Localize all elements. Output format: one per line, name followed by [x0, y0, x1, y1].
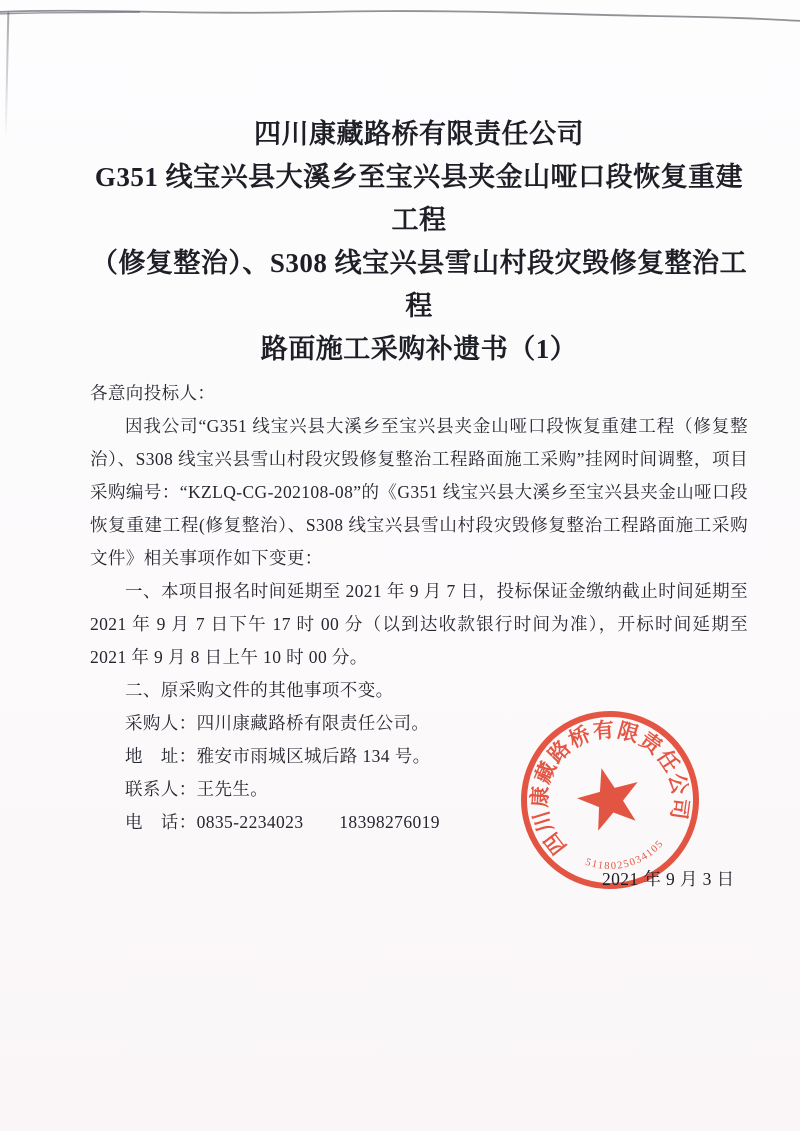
salutation: 各意向投标人：: [90, 383, 216, 403]
paragraph-item-two: 二、原采购文件的其他事项不变。: [125, 680, 394, 700]
paragraph-adjustment-notice: 因我公司“G351 线宝兴县大溪乡至宝兴县夹金山哑口段恢复重建工程（修复整治）、S308 线宝兴县雪山村段灾毁修复整治工程路面施工采购”挂网时间调整，项目采购编号：“KZLQ-CG-202108-08”的《G351 线宝兴县大溪乡至宝兴县夹金山哑口段恢复重建工程(修复整治）、S308 线宝兴县雪山村段灾毁修复整治工程路面施工采购文件》相关事项作如下变更：: [90, 416, 748, 568]
document-title: [90, 113, 748, 371]
title-line-company: 四川康藏路桥有限责任公司: [254, 119, 584, 149]
title-line-project-1: G351 线宝兴县大溪乡至宝兴县夹金山哑口段恢复重建工程: [94, 162, 744, 235]
title-line-project-2: （修复整治）、S308 线宝兴县雪山村段灾毁修复整治工程: [90, 248, 748, 321]
paragraph-item-one: 一、本项目报名时间延期至 2021 年 9 月 7 日，投标保证金缴纳截止时间延期至 2021 年 9 月 7 日下午 17 时 00 分（以到达收款银行时间为准），开标时间延期至 2021 年 9 月 8 日上午 10 时 00 分。: [90, 581, 748, 667]
scan-edge-top: [0, 0, 800, 26]
contact-person-line: 联系人：王先生。: [125, 779, 269, 799]
issue-date: 2021 年 9 月 3 日: [602, 869, 735, 889]
seal-company-name: 四川康藏路桥有限责任公司: [527, 717, 693, 860]
seal-serial-number: 5118025034105: [583, 837, 667, 873]
scan-edge-left: [5, 12, 10, 140]
phone-line: 电 话：0835-2234023 18398276019: [125, 812, 440, 832]
address-line: 地 址：雅安市雨城区城后路 134 号。: [125, 746, 431, 766]
title-line-subject: 路面施工采购补遗书（1）: [260, 334, 578, 364]
document-content: [90, 113, 748, 896]
buyer-line: 采购人：四川康藏路桥有限责任公司。: [125, 713, 430, 733]
